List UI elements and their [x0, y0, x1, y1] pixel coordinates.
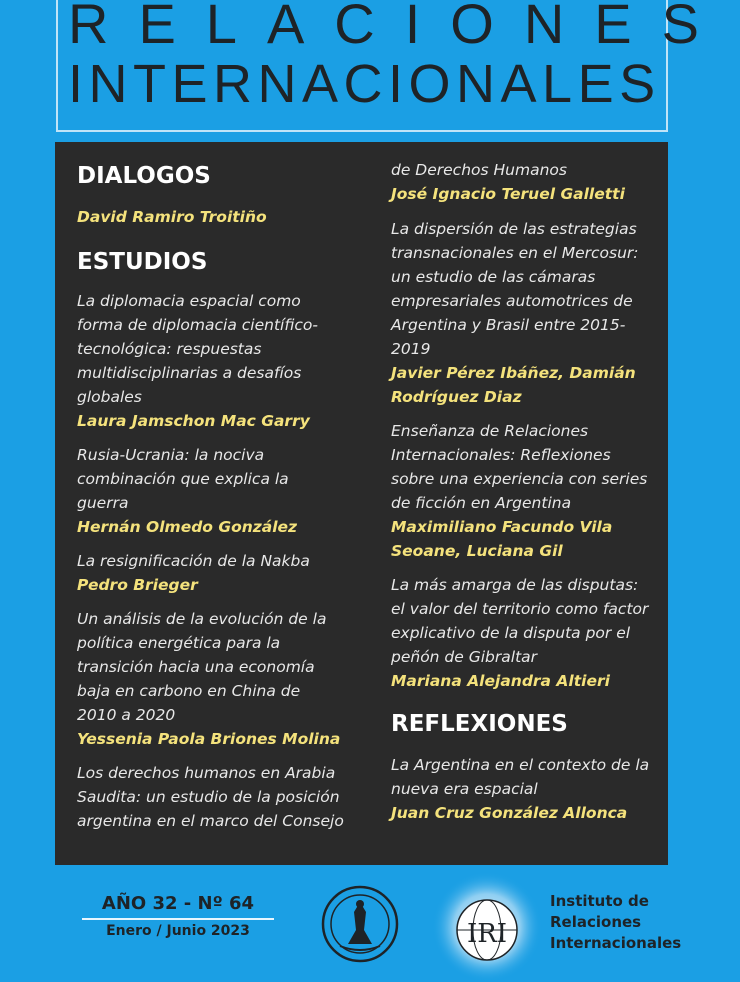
article-author: Yessenia Paola Briones Molina — [77, 730, 341, 748]
article-title-line: argentina en el marco del Consejo — [77, 812, 344, 830]
footer-divider — [82, 918, 274, 920]
section-heading-dialogos: DIALOGOS — [77, 163, 211, 189]
article-title-line: tecnológica: respuestas — [77, 340, 262, 358]
article-title-line: baja en carbono en China de — [77, 682, 301, 700]
article-title-line: 2010 a 2020 — [77, 706, 176, 724]
iri-logo-icon — [432, 872, 542, 982]
article-title-line: empresariales automotrices de — [391, 292, 633, 310]
article-title-line: de Derechos Humanos — [391, 161, 567, 179]
contents-item — [391, 753, 649, 825]
article-title-line: La resignificación de la Nakba — [77, 552, 310, 570]
article-author: Rodríguez Diaz — [391, 388, 522, 406]
contents-item — [391, 217, 639, 409]
article-title-line: La dispersión de las estrategias — [391, 220, 637, 238]
issue-number: AÑO 32 - Nº 64 — [101, 893, 255, 914]
article-title-line: multidisciplinarias a desafíos — [77, 364, 302, 382]
article-title-line: Un análisis de la evolución de la — [77, 610, 327, 628]
article-title-line: Rusia-Ucrania: la nociva — [77, 446, 265, 464]
article-author: José Ignacio Teruel Galletti — [391, 185, 625, 203]
article-title-line: globales — [77, 388, 142, 406]
article-title-line: política energética para la — [77, 634, 281, 652]
journal-title-line2: INTERNACIONALES — [68, 54, 661, 114]
contents-item-continued — [391, 158, 625, 206]
article-title-line: transnacionales en el Mercosur: — [391, 244, 639, 262]
contents-panel — [55, 142, 668, 865]
article-title-line: Internacionales: Reflexiones — [391, 446, 611, 464]
article-title-line: un estudio de las cámaras — [391, 268, 596, 286]
article-title-line: La más amarga de las disputas: — [391, 576, 639, 594]
contents-item — [77, 443, 297, 539]
article-title-line: Saudita: un estudio de la posición — [77, 788, 340, 806]
institute-name — [550, 891, 730, 954]
article-author: Laura Jamschon Mac Garry — [77, 412, 310, 430]
article-author: Hernán Olmedo González — [77, 518, 298, 536]
article-title-line: Enseñanza de Relaciones — [391, 422, 589, 440]
iri-logo-letters: IRI — [466, 919, 508, 949]
article-title-line: de ficción en Argentina — [391, 494, 572, 512]
article-title-line: sobre una experiencia con series — [391, 470, 648, 488]
contents-item — [77, 761, 344, 833]
contents-item — [77, 607, 340, 751]
contents-item — [77, 289, 318, 433]
article-title-line: guerra — [77, 494, 129, 512]
article-author: Maximiliano Facundo Vila — [391, 518, 613, 536]
contents-item — [391, 573, 648, 693]
article-title-line: el valor del territorio como factor — [391, 600, 649, 618]
author-dialogos: David Ramiro Troitiño — [77, 208, 267, 226]
article-title-line: explicativo de la disputa por el — [391, 624, 631, 642]
article-title-line: forma de diplomacia científico- — [77, 316, 318, 334]
journal-title-line1: RELACIONES — [68, 0, 729, 55]
article-title-line: Los derechos humanos en Arabia — [77, 764, 336, 782]
article-title-line: transición hacia una economía — [77, 658, 315, 676]
masthead-box — [56, 0, 729, 132]
article-author: Seoane, Luciana Gil — [391, 542, 563, 560]
university-seal-icon — [320, 884, 400, 964]
institute-name-line: Relaciones — [550, 913, 642, 931]
institute-name-line: Instituto de — [550, 892, 649, 910]
institute-name-line: Internacionales — [550, 934, 682, 952]
article-author: Javier Pérez Ibáñez, Damián — [391, 364, 636, 382]
section-heading-estudios: ESTUDIOS — [77, 249, 208, 275]
article-title-line: 2019 — [391, 340, 431, 358]
contents-item — [391, 419, 647, 563]
article-author: Juan Cruz González Allonca — [391, 804, 628, 822]
article-title-line: Argentina y Brasil entre 2015- — [391, 316, 626, 334]
article-title-line: combinación que explica la — [77, 470, 289, 488]
section-heading-reflexiones: REFLEXIONES — [391, 711, 568, 737]
article-title-line: peñón de Gibraltar — [391, 648, 538, 666]
article-author: Mariana Alejandra Altieri — [391, 672, 610, 690]
article-title-line: nueva era espacial — [391, 780, 538, 798]
contents-item — [77, 549, 310, 597]
article-author: Pedro Brieger — [77, 576, 198, 594]
article-title-line: La Argentina en el contexto de la — [391, 756, 650, 774]
issue-date: Enero / Junio 2023 — [106, 923, 250, 939]
article-title-line: La diplomacia espacial como — [77, 292, 301, 310]
